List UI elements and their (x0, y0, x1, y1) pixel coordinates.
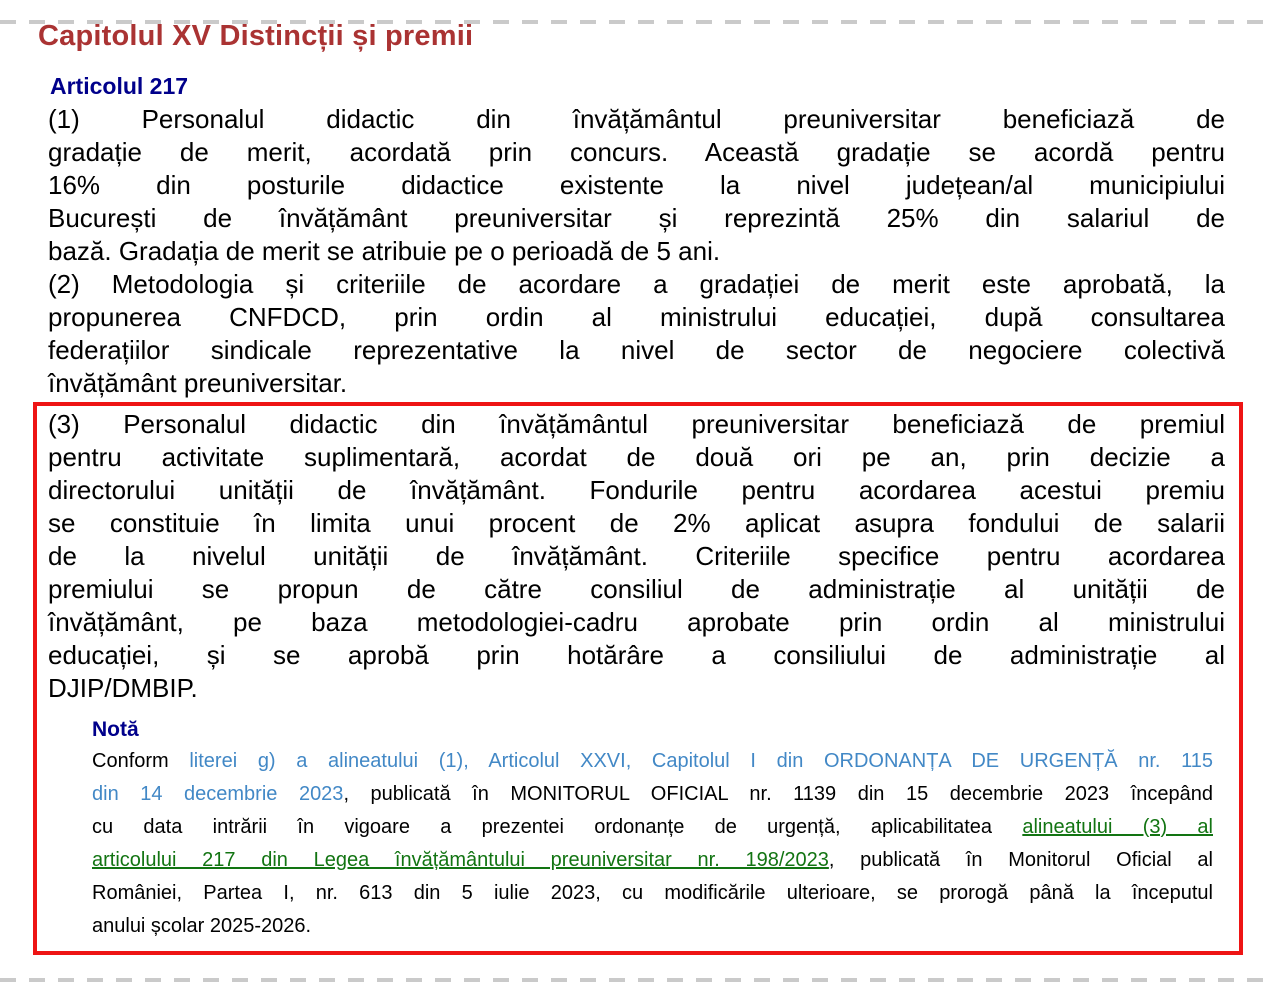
text-line (92, 778, 1213, 811)
paragraph-1 (48, 103, 1225, 268)
paragraph-2 (48, 268, 1225, 400)
note-link-blue[interactable]: din 14 decembrie 2023 (92, 783, 344, 805)
note-text: , publicată în Monitorul Oficial al (828, 849, 1213, 871)
clipped-text-top (0, 20, 1270, 24)
note-link-green[interactable]: alineatului (3) al (1022, 816, 1213, 838)
text-line: se constituie în limita unui procent de 2% aplicat asupra fondului de salarii (48, 508, 1225, 538)
note-section (92, 715, 1213, 943)
clipped-text-bottom (0, 978, 1270, 982)
text-line: învățământ, pe baza metodologiei-cadru aprobate prin ordin al ministrului (48, 607, 1225, 637)
chapter-title: Capitolul XV Distincții și premii (38, 20, 474, 52)
text-line: București de învățământ preuniversitar și reprezintă 25% din salariul de (48, 203, 1225, 233)
text-line (92, 877, 1213, 910)
article-heading: Articolul 217 (50, 73, 189, 99)
note-text: României, Partea I, nr. 613 din 5 iulie 2023, cu modificările ulterioare, se prorogă până la începutul (92, 882, 1213, 904)
text-line: de la nivelul unității de învățământ. Criteriile specifice pentru acordarea (48, 541, 1225, 571)
note-link-blue[interactable]: literei g) a alineatului (1), Articolul XXVI, Capitolul I din ORDONANȚA DE URGENȚĂ nr. 115 (189, 750, 1213, 772)
note-text: anului școlar 2025-2026. (92, 915, 312, 937)
text-line: DJIP/DMBIP. (48, 673, 198, 703)
text-line (92, 910, 1213, 943)
text-line: propunerea CNFDCD, prin ordin al ministrului educației, după consultarea (48, 302, 1225, 332)
text-line (92, 844, 1213, 877)
text-line: (1) Personalul didactic din învățământul preuniversitar beneficiază de (48, 104, 1225, 134)
text-line: gradație de merit, acordată prin concurs. Această gradație se acordă pentru (48, 137, 1225, 167)
note-text: , publicată în MONITORUL OFICIAL nr. 1139 din 15 decembrie 2023 începând (343, 783, 1213, 805)
text-line: premiului se propun de către consiliul de administrație al unității de (48, 574, 1225, 604)
legal-document-page (0, 20, 1270, 955)
note-text: Conform (92, 750, 190, 772)
highlighted-provision-box (33, 402, 1243, 955)
text-line: 16% din posturile didactice existente la nivel județean/al municipiului (48, 170, 1225, 200)
text-line (92, 745, 1213, 778)
text-line: educației, și se aprobă prin hotărâre a consiliului de administrație al (48, 640, 1225, 670)
note-paragraph (92, 745, 1213, 943)
text-line (92, 811, 1213, 844)
text-line: bază. Gradația de merit se atribuie pe o perioadă de 5 ani. (48, 236, 721, 266)
text-line: pentru activitate suplimentară, acordat de două ori pe an, prin decizie a (48, 442, 1225, 472)
note-link-green[interactable]: articolului 217 din Legea învățământului preuniversitar nr. 198/2023 (92, 849, 829, 871)
text-line: învățământ preuniversitar. (48, 368, 348, 398)
note-heading: Notă (92, 718, 139, 741)
text-line: federațiilor sindicale reprezentative la nivel de sector de negociere colectivă (48, 335, 1225, 365)
note-text: cu data intrării în vigoare a prezentei ordonanțe de urgență, aplicabilitatea (92, 816, 1023, 838)
text-line: (3) Personalul didactic din învățământul preuniversitar beneficiază de premiul (48, 409, 1225, 439)
text-line: (2) Metodologia și criteriile de acordare a gradației de merit este aprobată, la (48, 269, 1225, 299)
paragraph-3 (48, 408, 1225, 705)
text-line: directorului unității de învățământ. Fondurile pentru acordarea acestui premiu (48, 475, 1225, 505)
